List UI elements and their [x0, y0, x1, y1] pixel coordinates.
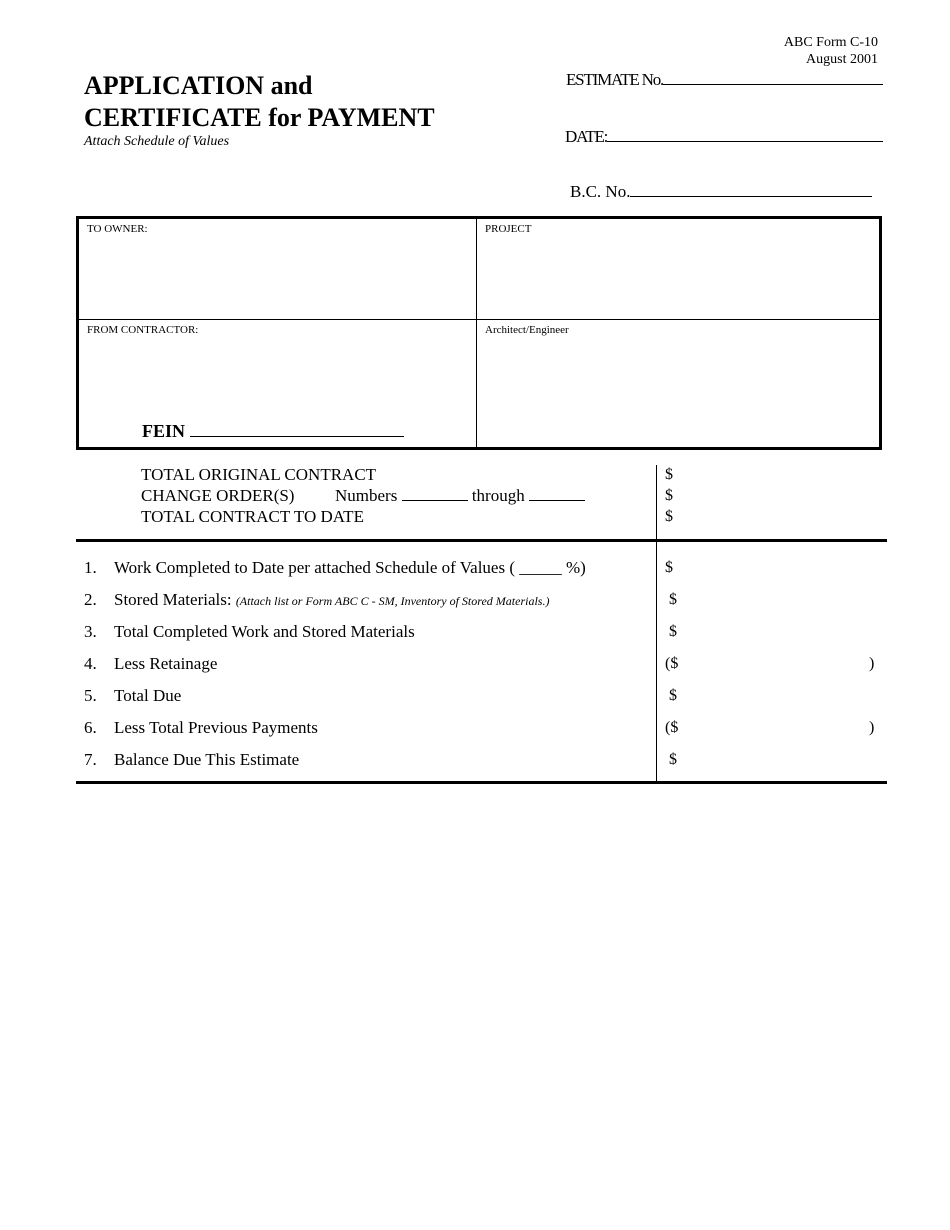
item-number: 7.: [84, 750, 97, 769]
item-amount[interactable]: $: [669, 591, 677, 608]
item-number: 2.: [84, 590, 97, 609]
estimate-number-field[interactable]: [566, 70, 883, 90]
date-field[interactable]: [565, 127, 883, 147]
line-item: [84, 622, 415, 642]
bc-number-line[interactable]: [630, 182, 872, 197]
line-item: [84, 558, 586, 578]
summary-divider: [656, 465, 657, 539]
page-title: [84, 70, 435, 134]
item-amount-close: ): [869, 719, 875, 736]
total-original-contract: TOTAL ORIGINAL CONTRACT: [141, 465, 377, 484]
item-number: 4.: [84, 654, 97, 673]
fein-line[interactable]: [190, 421, 404, 437]
fein-field[interactable]: [142, 421, 404, 442]
project-cell[interactable]: [477, 219, 879, 320]
item-amount-open[interactable]: ($: [665, 719, 679, 736]
to-owner-label: TO OWNER:: [87, 223, 148, 235]
bc-number-field[interactable]: [570, 182, 872, 202]
item-text: Balance Due This Estimate: [114, 750, 300, 769]
item-amount[interactable]: $: [669, 687, 677, 704]
section-rule-top: [76, 539, 887, 542]
item-text: Work Completed to Date per attached Schedule of Values ( _____ %): [114, 558, 586, 577]
bc-number-label: B.C. No.: [570, 182, 631, 201]
item-text: Less Retainage: [114, 654, 218, 673]
parties-box: [76, 216, 882, 450]
numbers-label: Numbers: [334, 486, 398, 505]
contract-to-date-amount[interactable]: $: [665, 508, 673, 525]
date-label: DATE:: [565, 127, 608, 146]
total-contract-to-date: TOTAL CONTRACT TO DATE: [141, 507, 364, 526]
change-order-from-line[interactable]: [402, 486, 468, 501]
items-divider: [656, 542, 657, 782]
section-rule-bottom: [76, 781, 887, 784]
change-orders-row: [141, 486, 585, 506]
title-line-1: APPLICATION and: [84, 71, 313, 100]
item-number: 3.: [84, 622, 97, 641]
item-note: (Attach list or Form ABC C - SM, Inventory of Stored Materials.): [235, 594, 550, 608]
to-owner-cell[interactable]: [79, 219, 477, 320]
line-item: [84, 686, 181, 706]
item-amount[interactable]: $: [665, 559, 673, 576]
through-label: through: [471, 486, 525, 505]
item-amount[interactable]: $: [669, 623, 677, 640]
item-text: Total Completed Work and Stored Materials: [114, 622, 415, 641]
line-item: [84, 750, 299, 770]
date-line[interactable]: [607, 127, 883, 142]
item-number: 1.: [84, 558, 97, 577]
line-item: [84, 654, 217, 674]
title-line-2: CERTIFICATE for PAYMENT: [84, 103, 435, 132]
item-amount-open[interactable]: ($: [665, 655, 679, 672]
change-orders-label: CHANGE ORDER(S): [141, 486, 295, 505]
page-subtitle: Attach Schedule of Values: [84, 134, 230, 149]
item-amount[interactable]: $: [669, 751, 677, 768]
estimate-number-label: ESTIMATE No.: [566, 70, 664, 89]
form-date: August 2001: [806, 52, 878, 67]
architect-cell[interactable]: [477, 320, 879, 447]
fein-label: FEIN: [142, 421, 186, 441]
estimate-number-line[interactable]: [663, 70, 883, 85]
architect-label: Architect/Engineer: [485, 324, 569, 336]
from-contractor-label: FROM CONTRACTOR:: [87, 324, 199, 336]
line-item: [84, 718, 318, 738]
item-text: Stored Materials:: [114, 590, 232, 609]
project-label: PROJECT: [485, 223, 532, 235]
line-item: [84, 590, 549, 610]
original-contract-amount[interactable]: $: [665, 466, 673, 483]
item-text: Total Due: [114, 686, 182, 705]
item-amount-close: ): [869, 655, 875, 672]
item-number: 6.: [84, 718, 97, 737]
item-number: 5.: [84, 686, 97, 705]
form-identifier: [700, 34, 878, 68]
change-orders-amount[interactable]: $: [665, 487, 673, 504]
form-number: ABC Form C-10: [783, 35, 878, 50]
change-order-to-line[interactable]: [529, 486, 585, 501]
item-text: Less Total Previous Payments: [114, 718, 318, 737]
